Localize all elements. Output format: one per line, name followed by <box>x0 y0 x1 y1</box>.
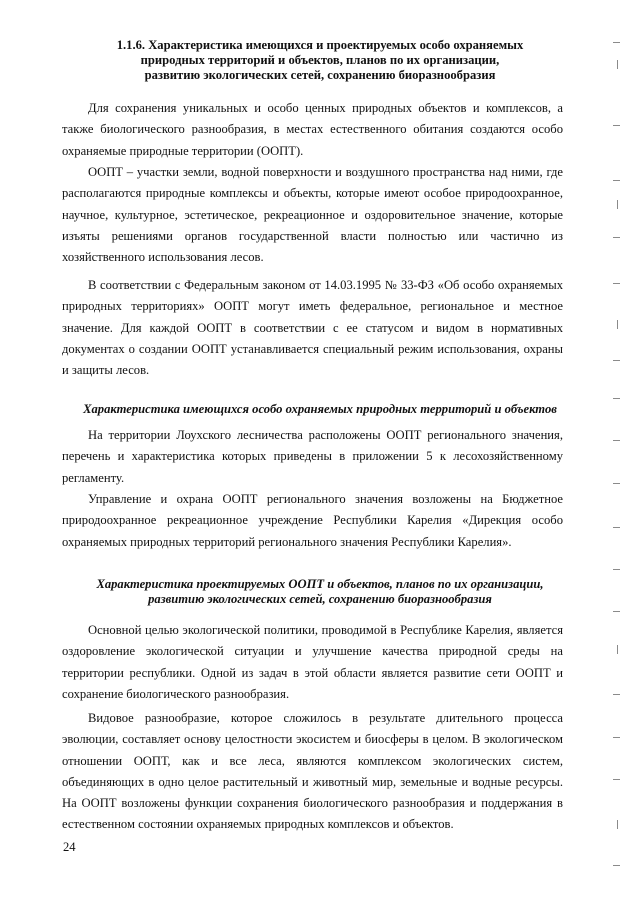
intro-paragraph-2: ООПТ – участки земли, водной поверхности и воздушного пространства над ними, где располагаются природные комплексы и объекты, которые имеют особое природоохранное, научное, культурное, эстетическое, рекреационное и оздоровительное значение, которые изъяты решениями органов государственной власти полностью или частично из хозяйственного использования лесов. <box>62 165 563 265</box>
intro-paragraph-3: В соответствии с Федеральным законом от 14.03.1995 № 33-ФЗ «Об особо охраняемых природных территориях» ООПТ могут иметь федеральное, региональное и местное значение. Для каждой ООПТ в соответствии с ее статусом и видом в нормативных документах о создании ООПТ устанавливается специальный режим использования, охраны и защиты лесов. <box>62 278 563 378</box>
existing-paragraph-1: На территории Лоухского лесничества расположены ООПТ регионального значения, перечень и характеристика которых приведены в приложении 5 к лесохозяйственному регламенту. <box>62 428 563 485</box>
section-heading-line-1: 1.1.6. Характеристика имеющихся и проектируемых особо охраняемых <box>116 38 524 52</box>
margin-mark <box>617 200 618 209</box>
intro-paragraph-1: Для сохранения уникальных и особо ценных природных объектов и комплексов, а также биологического разнообразия, в местах естественного обитания создаются особо охраняемые природные территории (ООПТ). <box>62 101 563 158</box>
margin-mark <box>617 645 618 654</box>
margin-mark <box>617 60 618 69</box>
planned-paragraph-2: Видовое разнообразие, которое сложилось в результате длительного процесса эволюции, составляет основу целостности экосистем и биосферы в целом. В экологическом отношении ООПТ, как и все леса, являются комплексом экологических систем, объединяющих в одно целое растительный и животный мир, земельные и водные ресурсы. На ООПТ возложены функции сохранения биологического разнообразия и поддержания в естественном состоянии охраняемых природных комплексов и объектов. <box>62 711 563 832</box>
margin-mark <box>613 611 620 612</box>
margin-mark <box>613 737 620 738</box>
margin-mark <box>613 779 620 780</box>
margin-mark <box>613 694 620 695</box>
margin-mark <box>613 180 620 181</box>
section-heading-line-3: развитию экологических сетей, сохранению биоразнообразия <box>144 68 496 82</box>
existing-oopt-heading: Характеристика имеющихся особо охраняемых природных территорий и объектов <box>83 402 557 416</box>
margin-mark <box>613 483 620 484</box>
margin-mark <box>613 440 620 441</box>
existing-paragraph-2: Управление и охрана ООПТ регионального значения возложены на Бюджетное природоохранное рекреационное учреждение Республики Карелия «Дирекция особо охраняемых природных территорий регионального значения Республики Карелия». <box>62 492 563 549</box>
margin-mark <box>613 360 620 361</box>
margin-mark <box>613 865 620 866</box>
margin-mark <box>613 125 620 126</box>
section-heading <box>60 38 580 83</box>
margin-mark <box>613 398 620 399</box>
planned-oopt-heading <box>60 577 580 607</box>
margin-mark <box>617 320 618 329</box>
margin-mark <box>613 527 620 528</box>
margin-mark <box>617 820 618 829</box>
margin-mark <box>613 42 620 43</box>
planned-oopt-heading-line-1: Характеристика проектируемых ООПТ и объектов, планов по их организации, <box>96 577 544 591</box>
margin-mark <box>613 283 620 284</box>
page-number: 24 <box>63 840 76 854</box>
margin-mark <box>613 569 620 570</box>
binding-margin-marks <box>613 30 625 900</box>
section-heading-line-2: природных территорий и объектов, планов по их организации, <box>140 53 500 67</box>
margin-mark <box>613 237 620 238</box>
planned-oopt-heading-line-2: развитию экологических сетей, сохранению биоразнообразия <box>148 592 492 606</box>
planned-paragraph-1: Основной целью экологической политики, проводимой в Республике Карелия, является оздоровление экологической ситуации и улучшение качества природной среды на территории республики. Одной из задач в этой области является развитие сети ООПТ и сохранение биологического разнообразия. <box>62 623 563 701</box>
